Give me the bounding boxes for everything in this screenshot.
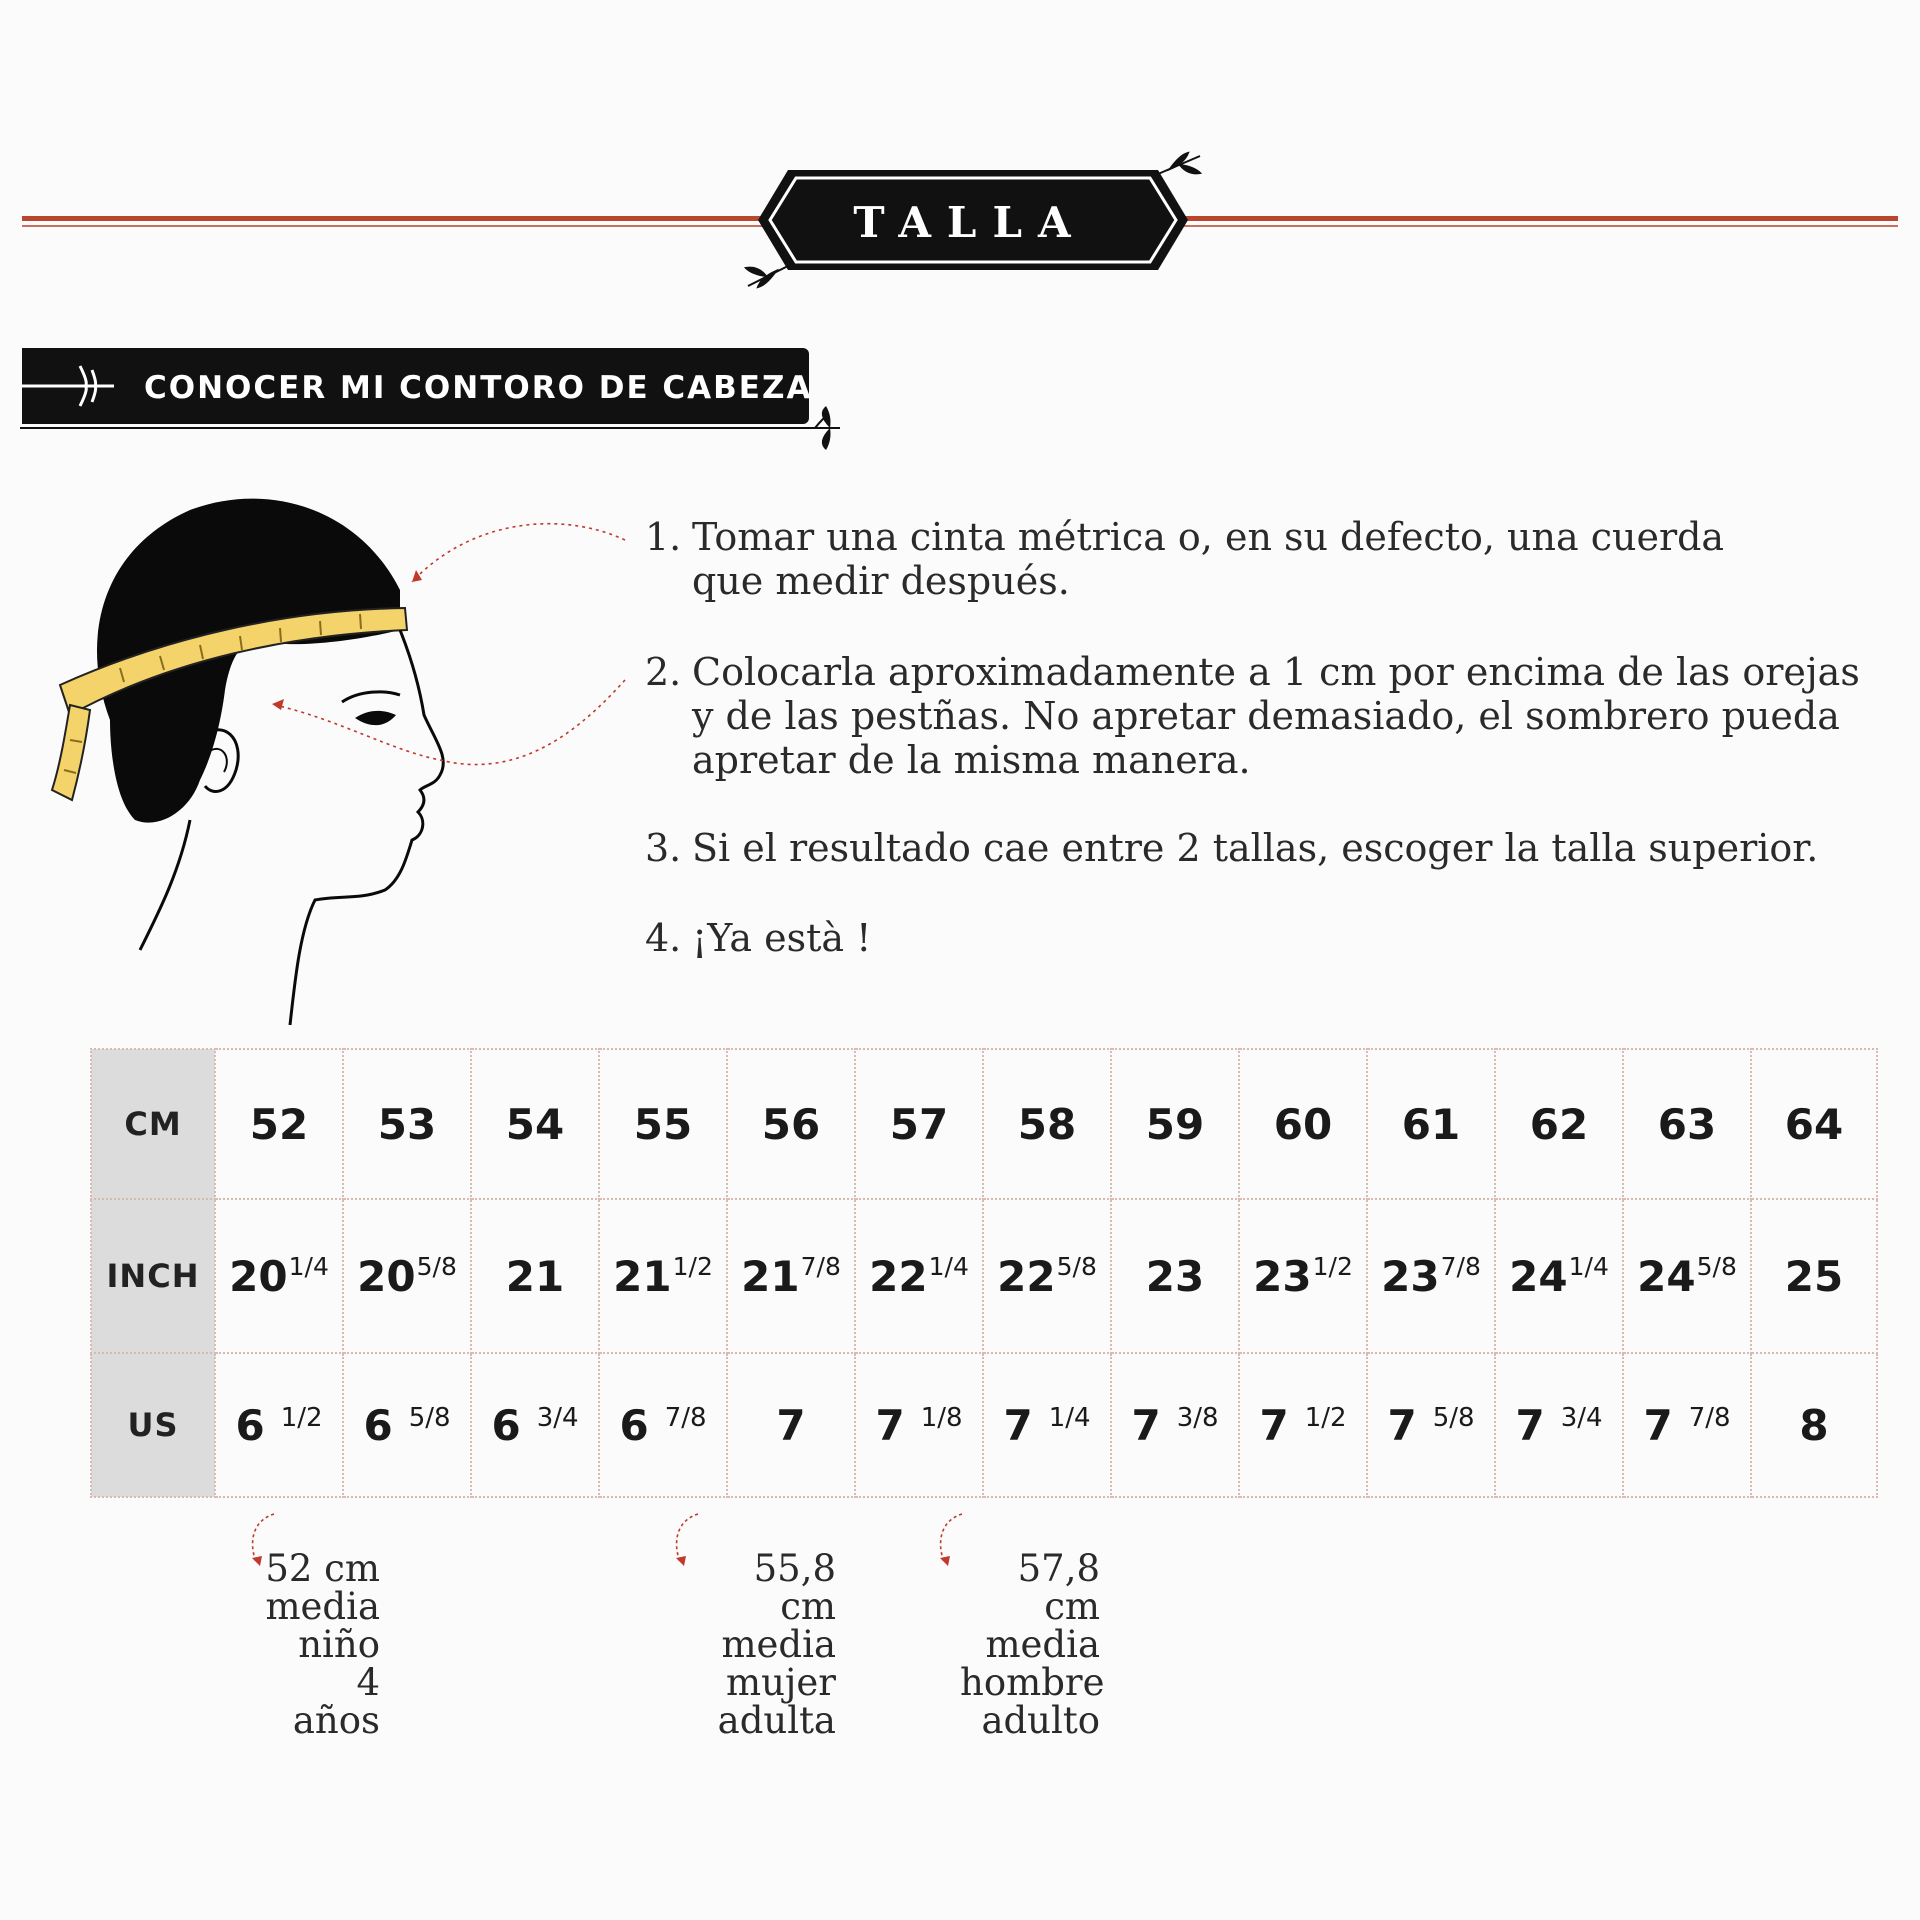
note-line: 4 años (292, 1661, 380, 1742)
inch-cell (1623, 1199, 1751, 1353)
cm-cell: 64 (1751, 1049, 1877, 1199)
row-label-cm: CM (91, 1049, 215, 1199)
header-rule-right (1160, 216, 1898, 221)
inch-cell (1367, 1199, 1495, 1353)
inch-fraction: 1/2 (672, 1251, 713, 1281)
note-line: 52 cm (265, 1547, 380, 1590)
us-fraction: 3/4 (536, 1402, 579, 1433)
inch-whole: 24 (1637, 1251, 1696, 1301)
inch-whole: 22 (997, 1251, 1056, 1301)
note-line: 55,8 cm (753, 1547, 836, 1628)
cm-cell: 58 (983, 1049, 1111, 1199)
inch-whole: 20 (357, 1251, 416, 1301)
us-whole: 6 (235, 1400, 265, 1450)
inch-fraction: 1/2 (1312, 1251, 1353, 1281)
inch-cell (983, 1199, 1111, 1353)
inch-cell (1495, 1199, 1623, 1353)
us-fraction: 1/2 (280, 1402, 323, 1433)
inch-fraction: 5/8 (1056, 1251, 1097, 1281)
header-rule-left (22, 216, 782, 221)
us-whole: 7 (875, 1400, 905, 1450)
us-whole: 7 (1003, 1400, 1033, 1450)
cm-cell: 61 (1367, 1049, 1495, 1199)
row-label-us: US (91, 1353, 215, 1497)
table-row-inch (91, 1199, 1877, 1353)
inch-whole: 23 (1253, 1251, 1312, 1301)
inch-fraction: 7/8 (1440, 1251, 1481, 1281)
us-fraction: 3/8 (1176, 1402, 1219, 1433)
us-fraction: 1/4 (1048, 1402, 1091, 1433)
cm-cell: 60 (1239, 1049, 1367, 1199)
inch-whole: 21 (505, 1251, 565, 1301)
inch-cell (1111, 1199, 1239, 1353)
step-text: ¡Ya està ! (692, 916, 872, 960)
us-cell (1111, 1353, 1239, 1497)
note-line: hombre (960, 1661, 1105, 1704)
us-cell (1239, 1353, 1367, 1497)
inch-fraction: 1/4 (1568, 1251, 1609, 1281)
note-line: media (265, 1585, 380, 1628)
us-fraction: 3/4 (1560, 1402, 1603, 1433)
step-3 (645, 826, 1885, 870)
note-line: niño (298, 1623, 380, 1666)
us-fraction: 5/8 (408, 1402, 451, 1433)
note-man (960, 1547, 1105, 1742)
us-cell (471, 1353, 599, 1497)
step-1 (645, 515, 1885, 603)
us-fraction: 7/8 (1688, 1402, 1731, 1433)
note-line: media (721, 1623, 836, 1666)
table-row-cm (91, 1049, 1877, 1199)
inch-fraction: 1/4 (288, 1251, 329, 1281)
note-line: media (985, 1623, 1100, 1666)
us-cell (727, 1353, 855, 1497)
us-fraction: 1/8 (920, 1402, 963, 1433)
inch-fraction: 5/8 (416, 1251, 457, 1281)
us-whole: 6 (363, 1400, 393, 1450)
us-whole: 7 (1643, 1400, 1673, 1450)
inch-cell (727, 1199, 855, 1353)
inch-fraction: 1/4 (928, 1251, 969, 1281)
us-whole: 6 (491, 1400, 521, 1450)
note-line: adulta (717, 1699, 836, 1742)
note-line: mujer (726, 1661, 836, 1704)
inch-cell (1239, 1199, 1367, 1353)
cm-cell: 52 (215, 1049, 343, 1199)
us-cell (215, 1353, 343, 1497)
us-whole: 7 (1515, 1400, 1545, 1450)
table-row-us (91, 1353, 1877, 1497)
inch-cell (1751, 1199, 1877, 1353)
inch-cell (343, 1199, 471, 1353)
cm-cell: 56 (727, 1049, 855, 1199)
cm-cell: 53 (343, 1049, 471, 1199)
row-label-inch: INCH (91, 1199, 215, 1353)
inch-cell (855, 1199, 983, 1353)
note-line: adulto (981, 1699, 1100, 1742)
inch-whole: 22 (869, 1251, 928, 1301)
us-cell (343, 1353, 471, 1497)
step-number: 3. (645, 826, 682, 870)
note-child (260, 1547, 380, 1742)
cm-cell: 55 (599, 1049, 727, 1199)
inch-fraction: 7/8 (800, 1251, 841, 1281)
step-number: 1. (645, 515, 682, 559)
us-whole: 7 (776, 1400, 806, 1450)
leaf-ornament-icon (20, 404, 850, 454)
inch-whole: 21 (741, 1251, 800, 1301)
us-whole: 6 (619, 1400, 649, 1450)
cm-cell: 57 (855, 1049, 983, 1199)
us-fraction: 1/2 (1304, 1402, 1347, 1433)
inch-whole: 23 (1145, 1251, 1205, 1301)
us-cell (855, 1353, 983, 1497)
step-number: 2. (645, 650, 682, 694)
inch-whole: 20 (229, 1251, 288, 1301)
inch-whole: 21 (613, 1251, 672, 1301)
us-whole: 7 (1259, 1400, 1289, 1450)
cm-cell: 63 (1623, 1049, 1751, 1199)
inch-cell (599, 1199, 727, 1353)
step-4 (645, 916, 1885, 960)
us-cell (1367, 1353, 1495, 1497)
cm-cell: 54 (471, 1049, 599, 1199)
us-whole: 7 (1131, 1400, 1161, 1450)
us-cell (1751, 1353, 1877, 1497)
step-text: Si el resultado cae entre 2 tallas, escoger la talla superior. (692, 826, 1819, 870)
us-fraction: 7/8 (664, 1402, 707, 1433)
cm-cell: 59 (1111, 1049, 1239, 1199)
step-text: Tomar una cinta métrica o, en su defecto, una cuerda que medir después. (692, 515, 1725, 603)
inch-whole: 25 (1784, 1251, 1844, 1301)
step-number: 4. (645, 916, 682, 960)
step-2 (645, 650, 1885, 782)
size-table (90, 1048, 1878, 1498)
section-title: CONOCER MI CONTORO DE CABEZA (144, 370, 813, 406)
us-fraction: 5/8 (1432, 1402, 1475, 1433)
page-title: TALLA (853, 198, 1087, 247)
us-cell (1495, 1353, 1623, 1497)
head-profile-illustration (40, 490, 640, 1030)
step-text: Colocarla aproximadamente a 1 cm por encima de las orejas y de las pestñas. No apretar demasiado, el sombrero pueda apretar de la misma manera. (692, 650, 1860, 782)
inch-cell (215, 1199, 343, 1353)
us-whole: 7 (1387, 1400, 1417, 1450)
note-woman (690, 1547, 836, 1742)
inch-whole: 24 (1509, 1251, 1568, 1301)
cm-cell: 62 (1495, 1049, 1623, 1199)
us-whole: 8 (1799, 1400, 1829, 1450)
us-cell (983, 1353, 1111, 1497)
inch-fraction: 5/8 (1696, 1251, 1737, 1281)
note-line: 57,8 cm (1017, 1547, 1100, 1628)
us-cell (599, 1353, 727, 1497)
inch-cell (471, 1199, 599, 1353)
inch-whole: 23 (1381, 1251, 1440, 1301)
us-cell (1623, 1353, 1751, 1497)
